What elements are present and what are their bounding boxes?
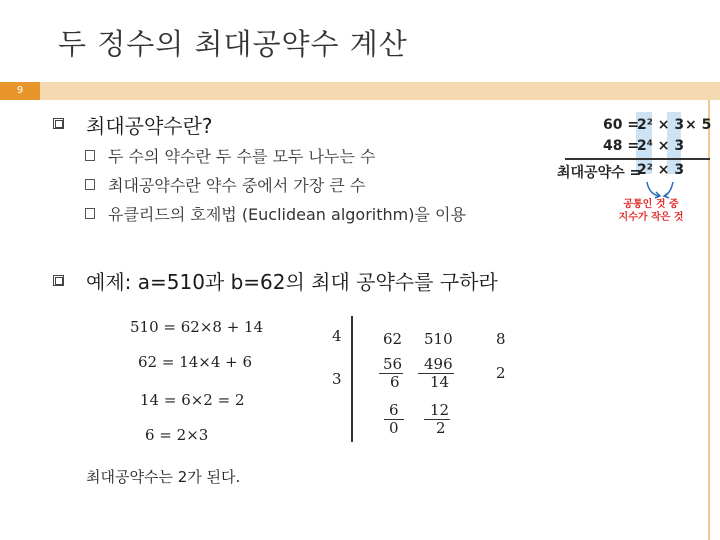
sub-bullet-icon (85, 179, 95, 190)
equation-3: 14 = 6×2 = 2 (140, 391, 245, 409)
fig-row1-mid: 2² × 3 (637, 117, 685, 133)
cell-0: 0 (389, 419, 399, 437)
cell-56: 56 (383, 355, 403, 373)
fig-note-line1: 공통인 것 중 (623, 199, 679, 210)
equation-1: 510 = 62×8 + 14 (130, 318, 264, 336)
arrow-icon (643, 180, 683, 200)
fig-note-line2: 지수가 작은 것 (618, 212, 684, 223)
sub-bullet-icon (85, 208, 95, 219)
fig-row1-right: × 5 (685, 117, 712, 133)
fig-row2-left: 48 = (603, 138, 640, 154)
quotient-right-1: 8 (496, 330, 506, 348)
page-number: 9 (0, 82, 40, 100)
factorization-figure (555, 110, 715, 240)
fig-row2-mid: 2⁴ × 3 (637, 138, 685, 154)
fig-row3-left: 최대공약수 = (557, 165, 642, 181)
sub-bullet-gcd: 최대공약수란 약수 중에서 가장 큰 수 (108, 176, 366, 195)
cell-2: 2 (436, 419, 446, 437)
sub-bullet-icon (85, 150, 95, 161)
bullet-icon (53, 275, 64, 286)
sub-bullet-divisor: 두 수의 약수란 두 수를 모두 나누는 수 (108, 147, 376, 166)
fig-row3-mid: 2² × 3 (637, 162, 685, 178)
cell-510: 510 (424, 330, 453, 348)
cell-14: 14 (430, 373, 450, 391)
sub-bullet-euclid: 유클리드의 호제법 (Euclidean algorithm)을 이용 (108, 205, 466, 224)
cell-12: 12 (430, 401, 450, 419)
fig-rule (565, 158, 710, 160)
cell-62: 62 (383, 330, 403, 348)
cell-496: 496 (424, 355, 453, 373)
quotient-left-2: 3 (332, 370, 342, 388)
equation-4: 6 = 2×3 (145, 426, 209, 444)
division-divider (351, 316, 353, 442)
result-text: 최대공약수는 2가 된다. (86, 468, 241, 486)
cell-6: 6 (390, 373, 400, 391)
header-band-bar (40, 82, 720, 100)
fig-note (611, 198, 691, 224)
header-band (0, 82, 720, 100)
fig-row1-left: 60 = (603, 117, 640, 133)
bullet-icon (53, 118, 64, 129)
quotient-left-1: 4 (332, 327, 342, 345)
quotient-right-2: 2 (496, 364, 506, 382)
equation-2: 62 = 14×4 + 6 (138, 353, 253, 371)
slide-title: 두 정수의 최대공약수 계산 (58, 27, 408, 61)
cell-6b: 6 (389, 401, 399, 419)
bullet-example: 예제: a=510과 b=62의 최대 공약수를 구하라 (86, 270, 498, 294)
bullet-what-is-gcd: 최대공약수란? (86, 114, 213, 138)
